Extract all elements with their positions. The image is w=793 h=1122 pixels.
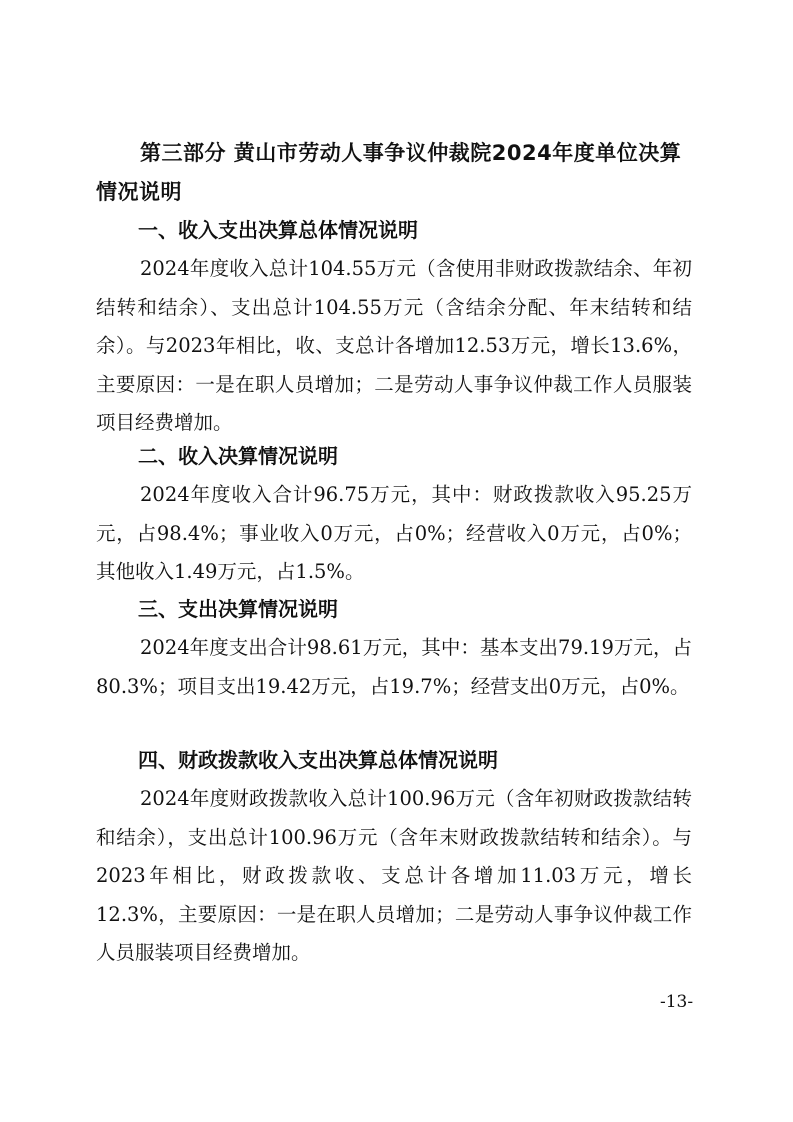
section-heading-3: 三、支出决算情况说明: [138, 597, 338, 621]
section-paragraph-3: 2024年度支出合计98.61万元，其中：基本支出79.19万元，占80.3%；项目支出19.42万元，占19.7%；经营支出0万元，占0%。: [96, 636, 692, 698]
section-paragraph-4: 2024年度财政拨款收入总计100.96万元（含年初财政拨款结转和结余），支出总计100.96万元（含年末财政拨款结转和结余）。与2023年相比，财政拨款收、支总计各增加11.03万元，增长12.3%，主要原因：一是在职人员增加；二是劳动人事争议仲裁工作人员服装项目经费增加。: [96, 787, 692, 965]
section-heading-2: 二、收入决算情况说明: [138, 444, 338, 468]
page-number: -13-: [660, 992, 694, 1012]
document-title: 第三部分 黄山市劳动人事争议仲裁院2024年度单位决算情况说明: [96, 141, 682, 204]
section-paragraph-1: 2024年度收入总计104.55万元（含使用非财政拨款结余、年初结转和结余）、支出总计104.55万元（含结余分配、年末结转和结余）。与2023年相比，收、支总计各增加12.53万元，增长13.6%，主要原因：一是在职人员增加；二是劳动人事争议仲裁工作人员服装项目经费增加。: [96, 257, 692, 435]
section-heading-4: 四、财政拨款收入支出决算总体情况说明: [138, 748, 498, 772]
section-heading-1: 一、收入支出决算总体情况说明: [138, 218, 418, 242]
section-paragraph-2: 2024年度收入合计96.75万元，其中：财政拨款收入95.25万元，占98.4%；事业收入0万元，占0%；经营收入0万元，占0%；其他收入1.49万元，占1.5%。: [96, 483, 692, 584]
